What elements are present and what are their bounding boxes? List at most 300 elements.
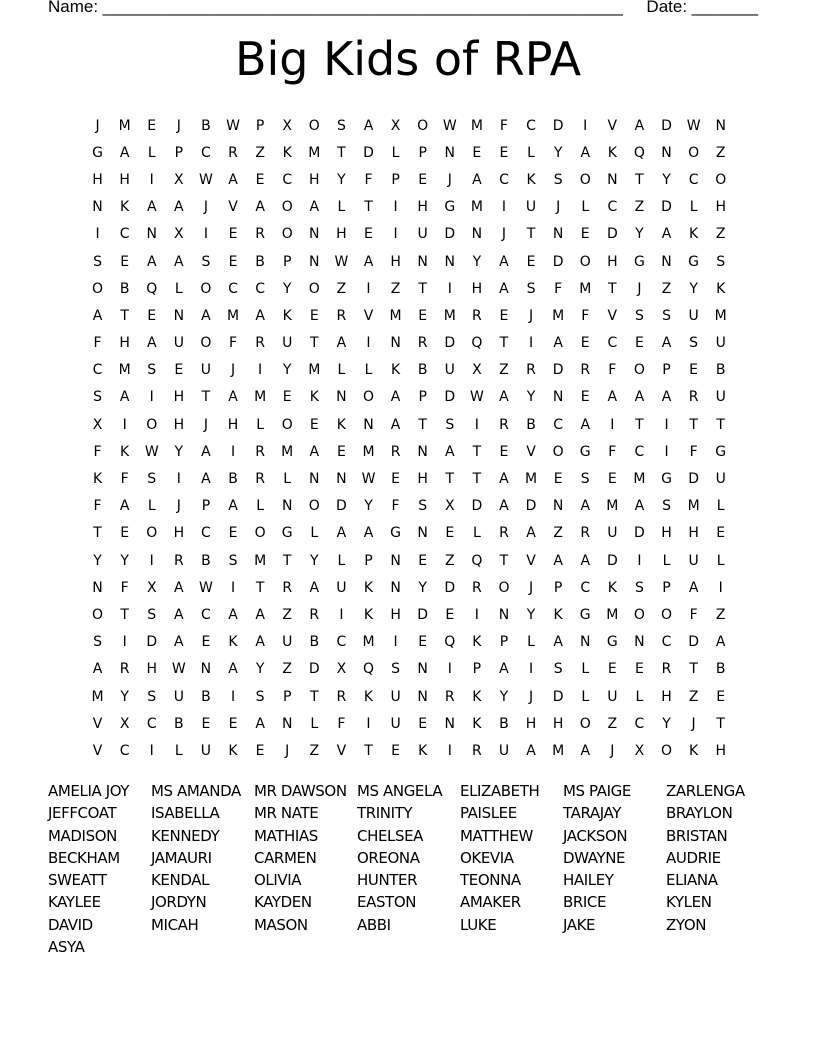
word-bank-item: MADISON bbox=[48, 826, 117, 845]
grid-letter: O bbox=[308, 117, 320, 134]
word-search-grid bbox=[84, 112, 734, 765]
grid-letter: S bbox=[93, 253, 102, 270]
grid-letter: E bbox=[580, 389, 590, 406]
grid-letter: U bbox=[200, 742, 212, 759]
grid-letter: H bbox=[309, 171, 320, 188]
grid-letter: M bbox=[470, 199, 483, 216]
grid-letter: L bbox=[337, 199, 346, 216]
grid-letter: M bbox=[389, 307, 402, 324]
grid-letter: C bbox=[282, 171, 293, 188]
grid-letter: X bbox=[174, 171, 184, 188]
grid-letter: L bbox=[147, 144, 156, 161]
grid-row bbox=[84, 302, 734, 329]
grid-letter: C bbox=[228, 280, 238, 297]
grid-letter: T bbox=[716, 715, 725, 732]
grid-letter: M bbox=[362, 443, 375, 460]
word-bank-item: ASYA bbox=[48, 938, 85, 957]
grid-letter: A bbox=[228, 389, 238, 406]
grid-letter: E bbox=[228, 525, 238, 542]
grid-letter: C bbox=[201, 606, 211, 623]
grid-letter: R bbox=[282, 579, 293, 596]
grid-letter: S bbox=[580, 471, 590, 488]
word-bank-item: MATHIAS bbox=[254, 826, 318, 845]
grid-letter: A bbox=[119, 498, 130, 515]
grid-letter: G bbox=[444, 199, 456, 216]
grid-letter: R bbox=[255, 335, 265, 352]
word-bank-item: SWEATT bbox=[48, 871, 107, 890]
grid-letter: A bbox=[336, 335, 347, 352]
grid-letter: J bbox=[691, 715, 696, 732]
grid-letter: I bbox=[230, 579, 236, 596]
grid-letter: Y bbox=[635, 226, 644, 243]
grid-letter: E bbox=[607, 661, 617, 678]
grid-letter: R bbox=[471, 579, 482, 596]
grid-letter: A bbox=[580, 552, 591, 569]
grid-letter: C bbox=[146, 715, 157, 732]
grid-letter: S bbox=[716, 253, 726, 270]
grid-letter: V bbox=[228, 199, 238, 216]
grid-letter: U bbox=[715, 471, 726, 488]
word-bank-item: JORDYN bbox=[151, 893, 207, 912]
grid-letter: D bbox=[634, 525, 645, 542]
grid-letter: L bbox=[391, 144, 400, 161]
grid-letter: U bbox=[715, 335, 726, 352]
grid-letter: M bbox=[687, 498, 700, 515]
grid-letter: B bbox=[499, 715, 509, 732]
grid-letter: A bbox=[661, 389, 672, 406]
grid-letter: T bbox=[635, 171, 644, 188]
grid-letter: D bbox=[552, 117, 564, 134]
grid-letter: I bbox=[393, 634, 398, 651]
grid-letter: N bbox=[444, 144, 455, 161]
grid-letter: T bbox=[364, 199, 373, 216]
grid-letter: S bbox=[147, 471, 157, 488]
grid-letter: A bbox=[715, 634, 726, 651]
grid-letter: Z bbox=[553, 525, 563, 542]
grid-letter: V bbox=[526, 552, 536, 569]
grid-letter: S bbox=[147, 606, 157, 623]
grid-letter: H bbox=[119, 171, 130, 188]
grid-letter: A bbox=[255, 634, 265, 651]
word-bank-item: JAMAURI bbox=[151, 848, 212, 867]
grid-letter: M bbox=[91, 688, 104, 705]
grid-letter: Y bbox=[120, 552, 129, 569]
name-date-line: Name: _______________________________________________________ Date: _______ bbox=[48, 0, 758, 16]
grid-letter: A bbox=[363, 253, 374, 270]
grid-letter: R bbox=[526, 362, 536, 379]
grid-letter: G bbox=[281, 525, 293, 542]
grid-letter: T bbox=[418, 280, 427, 297]
grid-letter: T bbox=[364, 742, 373, 759]
grid-letter: J bbox=[230, 362, 236, 379]
grid-letter: S bbox=[147, 362, 157, 379]
grid-row bbox=[84, 194, 734, 221]
grid-letter: E bbox=[418, 634, 428, 651]
grid-letter: O bbox=[308, 498, 320, 515]
grid-letter: T bbox=[255, 579, 265, 596]
grid-letter: Y bbox=[282, 280, 292, 297]
grid-row bbox=[84, 520, 734, 547]
grid-letter: N bbox=[173, 307, 185, 324]
grid-letter: B bbox=[715, 661, 726, 678]
grid-letter: S bbox=[201, 253, 211, 270]
grid-letter: T bbox=[445, 471, 455, 488]
grid-letter: E bbox=[228, 715, 238, 732]
grid-letter: E bbox=[418, 171, 428, 188]
grid-letter: M bbox=[579, 280, 592, 297]
grid-letter: K bbox=[120, 443, 130, 460]
grid-letter: M bbox=[552, 742, 565, 759]
grid-letter: T bbox=[608, 280, 617, 297]
grid-letter: I bbox=[230, 443, 236, 460]
grid-letter: A bbox=[309, 579, 320, 596]
grid-letter: S bbox=[526, 280, 536, 297]
grid-letter: T bbox=[310, 688, 319, 705]
grid-letter: N bbox=[390, 335, 401, 352]
word-bank-item: MASON bbox=[254, 915, 308, 934]
grid-letter: Y bbox=[526, 606, 536, 623]
grid-letter: A bbox=[499, 661, 509, 678]
word-bank-item: EASTON bbox=[357, 893, 417, 912]
grid-letter: Y bbox=[310, 552, 319, 569]
grid-letter: A bbox=[363, 525, 374, 542]
grid-letter: Q bbox=[362, 661, 374, 678]
grid-letter: O bbox=[308, 280, 320, 297]
grid-letter: R bbox=[417, 335, 428, 352]
grid-letter: O bbox=[254, 525, 266, 542]
grid-letter: Z bbox=[336, 280, 347, 297]
grid-letter: G bbox=[715, 443, 727, 460]
grid-letter: C bbox=[255, 280, 265, 297]
grid-letter: S bbox=[662, 498, 671, 515]
grid-letter: F bbox=[228, 335, 238, 352]
grid-letter: A bbox=[309, 199, 320, 216]
grid-letter: B bbox=[255, 253, 265, 270]
grid-letter: I bbox=[149, 742, 154, 759]
word-bank-item: AMAKER bbox=[460, 893, 521, 912]
grid-letter: R bbox=[688, 389, 699, 406]
grid-letter: H bbox=[417, 471, 428, 488]
grid-letter: E bbox=[580, 335, 590, 352]
grid-letter: B bbox=[119, 280, 130, 297]
grid-letter: H bbox=[119, 335, 130, 352]
grid-letter: U bbox=[688, 552, 699, 569]
grid-letter: Q bbox=[444, 634, 456, 651]
grid-letter: I bbox=[366, 280, 371, 297]
grid-letter: E bbox=[147, 307, 157, 324]
grid-letter: V bbox=[607, 117, 618, 134]
grid-letter: E bbox=[499, 144, 509, 161]
grid-letter: C bbox=[634, 715, 645, 732]
grid-row bbox=[84, 683, 734, 710]
grid-letter: K bbox=[282, 144, 292, 161]
grid-letter: J bbox=[610, 742, 615, 759]
grid-letter: U bbox=[715, 389, 726, 406]
grid-letter: T bbox=[526, 226, 536, 243]
grid-letter: O bbox=[362, 389, 374, 406]
grid-letter: S bbox=[689, 335, 699, 352]
grid-letter: L bbox=[283, 471, 292, 488]
grid-letter: O bbox=[281, 226, 293, 243]
grid-letter: F bbox=[120, 579, 129, 596]
grid-letter: N bbox=[498, 606, 510, 623]
grid-letter: H bbox=[227, 416, 239, 433]
grid-letter: A bbox=[661, 335, 672, 352]
grid-letter: I bbox=[583, 117, 588, 134]
grid-row bbox=[84, 438, 734, 465]
grid-letter: O bbox=[715, 171, 727, 188]
grid-letter: S bbox=[418, 498, 428, 515]
grid-row bbox=[84, 112, 734, 139]
word-bank-item: DWAYNE bbox=[563, 848, 626, 867]
grid-letter: T bbox=[282, 552, 292, 569]
grid-letter: N bbox=[552, 498, 564, 515]
word-bank-item: DAVID bbox=[48, 915, 93, 934]
word-bank-item: OKEVIA bbox=[460, 848, 514, 867]
grid-letter: A bbox=[580, 742, 591, 759]
grid-letter: I bbox=[176, 471, 181, 488]
grid-letter: R bbox=[255, 471, 265, 488]
grid-letter: Z bbox=[282, 606, 292, 623]
grid-letter: A bbox=[499, 498, 509, 515]
grid-letter: N bbox=[336, 471, 347, 488]
grid-letter: P bbox=[662, 579, 671, 596]
grid-letter: H bbox=[688, 525, 699, 542]
grid-row bbox=[84, 384, 734, 411]
grid-letter: K bbox=[92, 471, 103, 488]
grid-letter: K bbox=[607, 579, 617, 596]
grid-letter: E bbox=[418, 307, 428, 324]
grid-letter: K bbox=[689, 226, 699, 243]
grid-letter: Q bbox=[633, 144, 645, 161]
grid-letter: X bbox=[119, 715, 130, 732]
grid-letter: S bbox=[634, 307, 644, 324]
grid-letter: D bbox=[661, 117, 672, 134]
grid-letter: I bbox=[528, 335, 534, 352]
grid-letter: F bbox=[608, 443, 617, 460]
grid-letter: X bbox=[472, 362, 482, 379]
grid-letter: F bbox=[93, 443, 102, 460]
word-bank-item: CARMEN bbox=[254, 848, 317, 867]
grid-letter: R bbox=[309, 606, 320, 623]
grid-letter: A bbox=[526, 742, 536, 759]
grid-letter: A bbox=[390, 416, 401, 433]
grid-letter: P bbox=[553, 579, 563, 596]
grid-letter: S bbox=[445, 416, 455, 433]
grid-letter: U bbox=[282, 634, 293, 651]
grid-letter: L bbox=[256, 416, 265, 433]
grid-letter: G bbox=[661, 471, 672, 488]
grid-letter: D bbox=[444, 579, 456, 596]
grid-letter: C bbox=[607, 335, 618, 352]
grid-letter: R bbox=[444, 688, 455, 705]
grid-letter: U bbox=[173, 335, 184, 352]
grid-letter: L bbox=[581, 688, 590, 705]
grid-letter: T bbox=[120, 606, 129, 623]
grid-letter: J bbox=[95, 117, 100, 134]
grid-letter: Z bbox=[309, 742, 320, 759]
grid-letter: D bbox=[444, 335, 456, 352]
grid-letter: A bbox=[553, 552, 563, 569]
grid-letter: A bbox=[607, 389, 618, 406]
grid-letter: W bbox=[199, 171, 213, 188]
grid-letter: N bbox=[661, 253, 672, 270]
word-bank-item: BRICE bbox=[563, 893, 607, 912]
grid-letter: E bbox=[716, 525, 726, 542]
grid-letter: M bbox=[118, 117, 131, 134]
grid-row bbox=[84, 330, 734, 357]
grid-letter: Y bbox=[553, 144, 563, 161]
grid-letter: H bbox=[471, 280, 483, 297]
grid-letter: E bbox=[445, 525, 455, 542]
grid-letter: N bbox=[336, 389, 347, 406]
grid-letter: O bbox=[281, 199, 293, 216]
grid-letter: U bbox=[390, 715, 401, 732]
grid-letter: E bbox=[634, 661, 644, 678]
grid-letter: N bbox=[309, 253, 320, 270]
grid-letter: E bbox=[418, 552, 428, 569]
grid-letter: J bbox=[176, 498, 181, 515]
grid-letter: X bbox=[174, 226, 184, 243]
grid-letter: S bbox=[255, 688, 265, 705]
grid-letter: E bbox=[499, 443, 509, 460]
word-bank-item: TARAJAY bbox=[563, 804, 621, 823]
grid-letter: I bbox=[501, 199, 507, 216]
grid-letter: S bbox=[662, 307, 671, 324]
grid-letter: F bbox=[554, 280, 563, 297]
grid-letter: E bbox=[228, 253, 238, 270]
grid-letter: O bbox=[281, 416, 293, 433]
grid-letter: A bbox=[201, 443, 211, 460]
grid-letter: O bbox=[92, 606, 104, 623]
grid-letter: N bbox=[471, 226, 483, 243]
grid-letter: A bbox=[634, 389, 645, 406]
grid-letter: C bbox=[688, 171, 699, 188]
grid-letter: A bbox=[309, 443, 320, 460]
grid-letter: A bbox=[499, 471, 509, 488]
grid-letter: U bbox=[336, 579, 347, 596]
grid-letter: F bbox=[93, 335, 102, 352]
grid-letter: Z bbox=[499, 362, 509, 379]
grid-letter: D bbox=[661, 199, 672, 216]
grid-letter: Y bbox=[337, 171, 346, 188]
grid-letter: R bbox=[336, 307, 347, 324]
grid-letter: K bbox=[228, 634, 238, 651]
grid-letter: Z bbox=[715, 226, 726, 243]
grid-row bbox=[84, 629, 734, 656]
grid-letter: D bbox=[417, 606, 429, 623]
grid-letter: V bbox=[336, 742, 347, 759]
grid-letter: N bbox=[715, 117, 726, 134]
grid-letter: T bbox=[499, 335, 509, 352]
grid-letter: I bbox=[149, 171, 154, 188]
grid-letter: J bbox=[556, 199, 561, 216]
grid-letter: O bbox=[417, 117, 429, 134]
grid-letter: U bbox=[444, 362, 455, 379]
word-bank-item: ISABELLA bbox=[151, 804, 220, 823]
grid-letter: H bbox=[661, 525, 672, 542]
grid-letter: T bbox=[310, 335, 319, 352]
grid-letter: I bbox=[95, 226, 100, 243]
grid-letter: D bbox=[552, 688, 564, 705]
grid-letter: L bbox=[174, 280, 183, 297]
grid-letter: W bbox=[469, 389, 484, 406]
grid-letter: W bbox=[442, 117, 457, 134]
grid-letter: E bbox=[336, 443, 346, 460]
grid-letter: Z bbox=[715, 144, 726, 161]
grid-letter: X bbox=[146, 579, 157, 596]
grid-letter: Y bbox=[364, 498, 373, 515]
grid-letter: L bbox=[581, 199, 590, 216]
grid-letter: A bbox=[472, 171, 482, 188]
word-bank-item: HAILEY bbox=[563, 871, 614, 890]
grid-letter: G bbox=[579, 443, 591, 460]
grid-letter: N bbox=[281, 715, 293, 732]
grid-letter: W bbox=[226, 117, 240, 134]
grid-letter: G bbox=[92, 144, 103, 161]
grid-letter: I bbox=[203, 226, 208, 243]
grid-letter: R bbox=[471, 742, 482, 759]
grid-letter: J bbox=[528, 688, 534, 705]
grid-letter: E bbox=[120, 525, 130, 542]
grid-letter: A bbox=[499, 280, 509, 297]
word-bank-item: BRAYLON bbox=[666, 804, 733, 823]
grid-letter: C bbox=[553, 416, 564, 433]
grid-letter: E bbox=[364, 226, 373, 243]
grid-letter: B bbox=[201, 688, 211, 705]
grid-letter: Y bbox=[662, 715, 671, 732]
grid-letter: L bbox=[581, 661, 590, 678]
grid-letter: H bbox=[390, 606, 401, 623]
grid-letter: L bbox=[635, 688, 644, 705]
grid-letter: R bbox=[390, 443, 401, 460]
grid-letter: K bbox=[716, 280, 726, 297]
grid-letter: D bbox=[525, 498, 537, 515]
grid-letter: C bbox=[580, 579, 591, 596]
grid-letter: R bbox=[255, 443, 265, 460]
grid-letter: C bbox=[119, 226, 130, 243]
grid-letter: E bbox=[607, 471, 617, 488]
grid-letter: D bbox=[444, 226, 456, 243]
grid-letter: N bbox=[309, 471, 320, 488]
grid-letter: H bbox=[173, 525, 185, 542]
grid-letter: M bbox=[470, 117, 483, 134]
grid-letter: O bbox=[661, 742, 673, 759]
grid-letter: F bbox=[608, 362, 617, 379]
grid-letter: Q bbox=[471, 335, 483, 352]
grid-letter: C bbox=[499, 171, 509, 188]
grid-letter: B bbox=[201, 552, 211, 569]
grid-letter: O bbox=[498, 579, 510, 596]
grid-letter: A bbox=[255, 715, 265, 732]
grid-letter: B bbox=[715, 362, 726, 379]
grid-row bbox=[84, 411, 734, 438]
grid-letter: N bbox=[92, 199, 103, 216]
grid-letter: M bbox=[552, 307, 565, 324]
grid-letter: Z bbox=[688, 688, 699, 705]
grid-letter: F bbox=[93, 498, 102, 515]
grid-letter: O bbox=[579, 171, 591, 188]
grid-letter: E bbox=[255, 742, 265, 759]
grid-letter: O bbox=[633, 362, 645, 379]
grid-letter: H bbox=[173, 416, 185, 433]
grid-letter: V bbox=[607, 307, 618, 324]
grid-letter: Z bbox=[661, 280, 672, 297]
grid-letter: N bbox=[417, 525, 428, 542]
grid-letter: N bbox=[146, 226, 157, 243]
grid-letter: A bbox=[174, 253, 184, 270]
grid-letter: K bbox=[689, 742, 699, 759]
